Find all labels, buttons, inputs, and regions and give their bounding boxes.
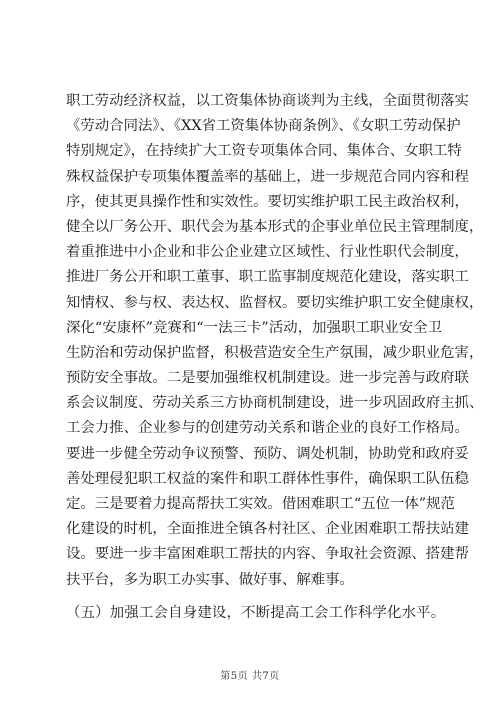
section-heading: （五）加强工会自身建设，不断提高工会工作科学化水平。 <box>66 605 446 621</box>
text-line: 系会议制度、劳动关系三方协商机制建设，进一步巩固政府主抓、 <box>66 395 484 412</box>
text-line: 特别规定》，在持续扩大工资专项集体合同、集体合、女职工特 <box>66 143 462 160</box>
page-number-footer: 第5页 共7页 <box>220 671 280 682</box>
text-line: 知情权、参与权、表达权、监督权。要切实维护职工安全健康权， <box>66 294 484 311</box>
text-line: 要进一步健全劳动争议预警、预防、调处机制，协助党和政府妥 <box>66 445 469 462</box>
text-line: 化建设的时机，全面推进全镇各村社区、企业困难职工帮扶站建 <box>66 521 469 538</box>
text-line: 职工劳动经济权益，以工资集体协商谈判为主线，全面贯彻落实 <box>66 93 469 109</box>
text-line: 生防治和劳动保护监督，积极营造安全生产氛围，减少职业危害， <box>66 344 484 361</box>
text-line: 《劳动合同法》、《XX省工资集体协商条例》、《女职工劳动保护 <box>66 118 461 135</box>
text-line: 善处理侵犯职工权益的案件和职工群体性事件，确保职工队伍稳 <box>66 470 469 487</box>
text-line: 殊权益保护专项集体覆盖率的基础上，进一步规范合同内容和程 <box>66 168 469 185</box>
text-line: 着重推进中小企业和非公企业建立区域性、行业性职代会制度， <box>66 244 469 261</box>
text-line: 推进厂务公开和职工董事、职工监事制度规范化建设，落实职工 <box>66 269 469 286</box>
text-line: 工会力推、企业参与的创建劳动关系和谐企业的良好工作格局。 <box>66 420 469 437</box>
text-line: 扶平台，多为职工办实事、做好事、解难事。 <box>66 571 354 588</box>
text-line: 深化“安康杯”竞赛和“一法三卡”活动，加强职工职业安全卫 <box>66 319 442 336</box>
body-paragraph <box>66 89 484 593</box>
text-line: 定。三是要着力提高帮扶工实效。借困难职工“五位一体”规范 <box>66 496 455 512</box>
text-line: 设。要进一步丰富困难职工帮扶的内容、争取社会资源、搭建帮 <box>66 546 469 563</box>
text-line: 健全以厂务公开、职代会为基本形式的企事业单位民主管理制度， <box>66 218 484 235</box>
text-line: 序，使其更具操作性和实效性。要切实维护职工民主政治权利， <box>66 193 469 210</box>
text-line: 预防安全事故。二是要加强维权机制建设。进一步完善与政府联 <box>66 370 469 387</box>
